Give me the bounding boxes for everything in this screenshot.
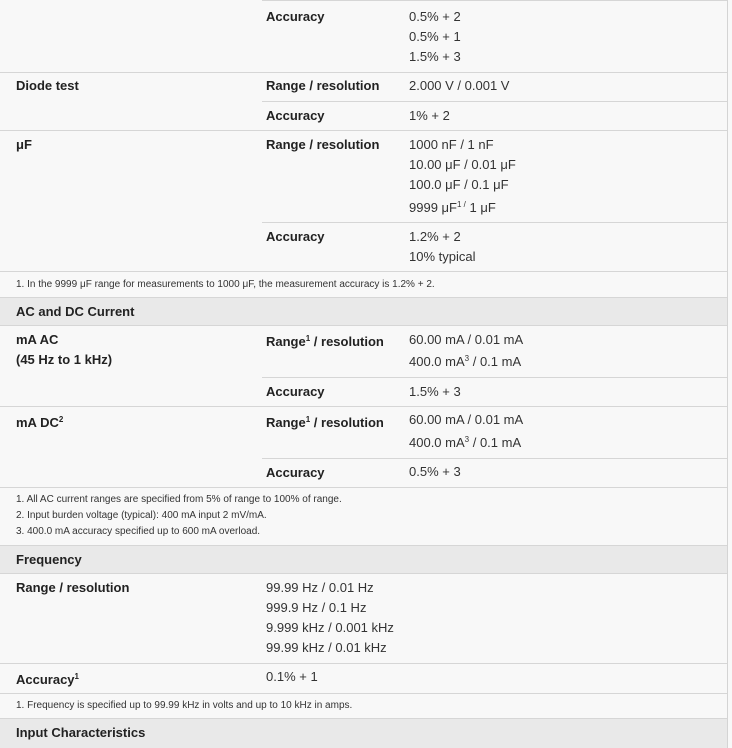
ma-dc-range-label: Range$^1$ / resolution: [266, 415, 384, 430]
ma-ac-range-value-2: 400.0 $mA^3 / 0.1$ mA: [409, 354, 522, 369]
diode-accuracy-value: 1% + 2: [409, 108, 450, 123]
uf-accuracy-value-2: 10% typical: [409, 249, 476, 264]
ma-ac-accuracy-value: 1.5% + 3: [409, 384, 461, 399]
row-divider: [0, 487, 727, 488]
frequency-accuracy-value: 0.1% + 1: [266, 669, 318, 684]
frequency-range-value-3: 9.999 kHz / 0.001 kHz: [266, 620, 394, 635]
row-divider: [0, 693, 727, 694]
ma-dc-accuracy-label: Accuracy: [266, 465, 325, 480]
uf-range-value-1: 1000 nF / 1 nF: [409, 137, 494, 152]
section-header-frequency: [0, 545, 727, 574]
frequency-accuracy-label: Accuracy$^1$: [16, 672, 79, 687]
ma-dc-label: mA $DC^2$: [16, 415, 64, 430]
ma-ac-frequency-range: (45 Hz to 1 kHz): [16, 352, 113, 367]
diode-test-label: Diode test: [16, 78, 79, 93]
volts-accuracy-label: Accuracy: [266, 9, 325, 24]
ma-dc-range-value-1: 60.00 mA / 0.01 mA: [409, 412, 524, 427]
section-title: Input Characteristics: [16, 725, 146, 740]
ma-dc-range-value-2: 400.0 $mA^3 / 0.1$ mA: [409, 435, 522, 450]
row-divider: [0, 406, 727, 407]
ma-dc-accuracy-value: 0.5% + 3: [409, 464, 461, 479]
uf-footnote: 1. In the 9999 μF range for measurements to 1000 μF, the measurement accuracy is 1.2% + 2.: [16, 279, 435, 290]
frequency-range-value-4: 99.99 kHz / 0.01 kHz: [266, 640, 387, 655]
row-divider: [262, 101, 727, 102]
section-title: Frequency: [16, 552, 82, 567]
uf-range-value-4: 9999 $\mu F^{1 /}$ 1 μF: [409, 200, 496, 215]
row-divider: [262, 377, 727, 378]
row-divider: [0, 72, 727, 73]
ma-ac-range-value-1: 60.00 mA / 0.01 mA: [409, 332, 524, 347]
frequency-range-value-2: 999.9 Hz / 0.1 Hz: [266, 600, 367, 615]
row-divider: [262, 458, 727, 459]
row-divider: [0, 130, 727, 131]
frequency-footnote: 1. Frequency is specified up to 99.99 kHz in volts and up to 10 kHz in amps.: [16, 700, 353, 711]
diode-range-label: Range / resolution: [266, 78, 380, 93]
current-footnote-1: 1. All AC current ranges are specified from 5% of range to 100% of range.: [16, 494, 342, 505]
volts-accuracy-value-3: 1.5% + 3: [409, 49, 461, 64]
volts-accuracy-value-2: 0.5% + 1: [409, 29, 461, 44]
uf-range-value-3: 100.0 μF / 0.1 μF: [409, 177, 509, 192]
frequency-range-label: Range / resolution: [16, 580, 130, 595]
current-footnote-2: 2. Input burden voltage (typical): 400 mA input 2 mV/mA.: [16, 510, 267, 521]
current-footnote-3: 3. 400.0 mA accuracy specified up to 600 mA overload.: [16, 526, 261, 537]
row-divider: [0, 663, 727, 664]
uf-range-value-2: 10.00 μF / 0.01 μF: [409, 157, 516, 172]
section-header-current: [0, 297, 727, 326]
row-divider: [0, 271, 727, 272]
diode-range-value: 2.000 V / 0.001 V: [409, 78, 510, 93]
row-divider: [262, 222, 727, 223]
volts-accuracy-value-1: 0.5% + 2: [409, 9, 461, 24]
section-title: AC and DC Current: [16, 304, 135, 319]
row-divider: [262, 0, 727, 1]
uf-accuracy-label: Accuracy: [266, 229, 325, 244]
ma-ac-label: mA AC: [16, 332, 59, 347]
section-header-input: [0, 718, 727, 748]
uf-accuracy-value-1: 1.2% + 2: [409, 229, 461, 244]
uf-label: μF: [16, 137, 32, 152]
diode-accuracy-label: Accuracy: [266, 108, 325, 123]
frequency-range-value-1: 99.99 Hz / 0.01 Hz: [266, 580, 374, 595]
ma-ac-accuracy-label: Accuracy: [266, 384, 325, 399]
ma-ac-range-label: Range$^1$ / resolution: [266, 334, 384, 349]
uf-range-label: Range / resolution: [266, 137, 380, 152]
